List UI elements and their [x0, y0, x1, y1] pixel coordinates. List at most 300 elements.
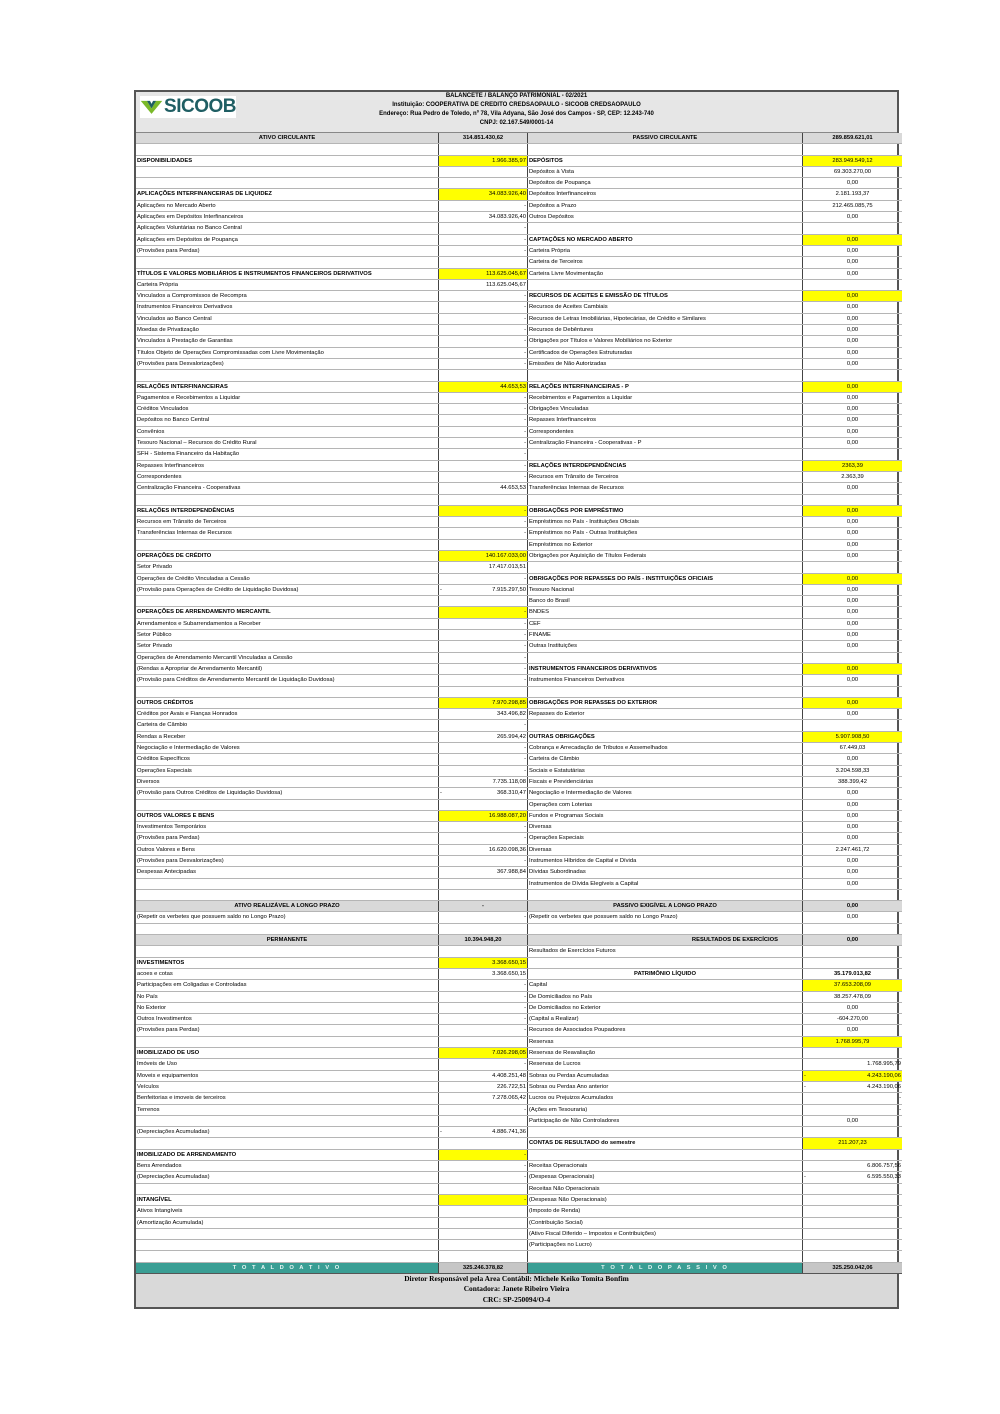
table-row	[136, 471, 902, 482]
asset-value	[439, 889, 528, 900]
liability-label: (Repetir os verbetes que possuem saldo no Longo Prazo)	[528, 912, 803, 923]
table-row	[136, 618, 902, 629]
table-row	[136, 528, 902, 539]
table-row	[136, 404, 902, 415]
asset-value: 44.653,53	[439, 483, 528, 494]
asset-label	[136, 686, 439, 697]
liability-value: 2.247.461,72	[803, 844, 903, 855]
table-row	[136, 347, 902, 358]
asset-value: -	[439, 618, 528, 629]
asset-value	[439, 1240, 528, 1251]
asset-value: -	[439, 460, 528, 471]
asset-label: Vinculados ao Banco Central	[136, 313, 439, 324]
table-row	[136, 1228, 902, 1239]
asset-label: Aplicações em Depósitos Interfinanceiros	[136, 212, 439, 223]
table-row	[136, 178, 902, 189]
asset-label: Carteira Própria	[136, 279, 439, 290]
cell-value: 6.595.550,33	[867, 1174, 901, 1181]
asset-label: Créditos por Avais e Fianças Honrados	[136, 709, 439, 720]
asset-label: (Rendas a Apropriar de Arrendamento Mercantil)	[136, 663, 439, 674]
asset-label: Aplicações no Mercado Aberto	[136, 200, 439, 211]
asset-value: 16.988.087,20	[439, 810, 528, 821]
asset-label: Setor Privado	[136, 641, 439, 652]
liability-value	[803, 1194, 903, 1205]
asset-label: ATIVO REALIZÁVEL A LONGO PRAZO	[136, 901, 439, 912]
asset-label: Bens Arrendados	[136, 1161, 439, 1172]
table-row	[136, 596, 902, 607]
liability-value: 0,00	[803, 313, 903, 324]
liability-value: 0,00	[803, 878, 903, 889]
table-row	[136, 426, 902, 437]
asset-label: Repasses Interfinanceiros	[136, 460, 439, 471]
total-row	[136, 1262, 902, 1273]
table-row	[136, 212, 902, 223]
table-row	[136, 392, 902, 403]
table-row	[136, 1194, 902, 1205]
asset-label: Títulos Objeto de Operações Compromissadas com Livre Movimentação	[136, 347, 439, 358]
liability-label: Recursos de Debêntures	[528, 325, 803, 336]
liability-value: 2.181.193,37	[803, 189, 903, 200]
liability-value: 0,00	[803, 212, 903, 223]
liability-label: (Contribuição Social)	[528, 1217, 803, 1228]
liability-label: BNDES	[528, 607, 803, 618]
liability-label: Sobras ou Perdas Acumuladas	[528, 1070, 803, 1081]
liability-label: Operações com Loterias	[528, 799, 803, 810]
liability-label: Obrigações Vinculadas	[528, 404, 803, 415]
cell-value: 4.243.190,06	[867, 1072, 901, 1079]
liability-value: 3.204.598,33	[803, 765, 903, 776]
asset-label	[136, 166, 439, 177]
table-row	[136, 144, 902, 155]
asset-label	[136, 1183, 439, 1194]
asset-label: OUTROS VALORES E BENS	[136, 810, 439, 821]
liability-label: Carteira de Câmbio	[528, 754, 803, 765]
liability-label: Carteira Livre Movimentação	[528, 268, 803, 279]
asset-value: -	[439, 573, 528, 584]
asset-label: Rendas a Receber	[136, 731, 439, 742]
asset-value: 34.083.926,40	[439, 212, 528, 223]
asset-label: Operações de Arrendamento Mercantil Vinculadas a Cessão	[136, 652, 439, 663]
liability-value	[803, 1217, 903, 1228]
table-row	[136, 200, 902, 211]
asset-label: INTANGÍVEL	[136, 1194, 439, 1205]
asset-value: -	[439, 630, 528, 641]
asset-label: (Provisão para Créditos de Arrendamento Mercantil de Liquidação Duvidosa)	[136, 675, 439, 686]
asset-label: Diversos	[136, 776, 439, 787]
table-row	[136, 686, 902, 697]
liability-label: Operações Especiais	[528, 833, 803, 844]
table-row	[136, 1183, 902, 1194]
liability-label: (Despesas Não Operacionais)	[528, 1194, 803, 1205]
liability-value: 388.399,42	[803, 776, 903, 787]
liability-label	[528, 923, 803, 934]
asset-label: IMOBILIZADO DE ARRENDAMENTO	[136, 1149, 439, 1160]
asset-value: -	[439, 675, 528, 686]
asset-value: -	[439, 438, 528, 449]
asset-label: (Amortização Acumulada)	[136, 1217, 439, 1228]
asset-value: -	[439, 1194, 528, 1205]
liability-value: 283.949.549,12	[803, 155, 903, 166]
asset-value: -	[439, 663, 528, 674]
liability-value: 1.768.995,79	[803, 1036, 903, 1047]
negative-sign: -	[440, 586, 442, 593]
liability-label: Instrumentos Híbridos de Capital e Dívida	[528, 856, 803, 867]
table-row	[136, 562, 902, 573]
liability-value: 289.859.621,01	[803, 133, 903, 144]
asset-label: No Exterior	[136, 1002, 439, 1013]
asset-label: Despesas Antecipadas	[136, 867, 439, 878]
asset-label: Outros Investimentos	[136, 1014, 439, 1025]
asset-label	[136, 878, 439, 889]
table-row	[136, 889, 902, 900]
asset-label: SFH - Sistema Financeiro da Habitação	[136, 449, 439, 460]
liability-label: Centralização Financeira - Cooperativas - P	[528, 438, 803, 449]
liability-value: 0,00	[803, 426, 903, 437]
liability-value: 0,00	[803, 336, 903, 347]
liability-value	[803, 1048, 903, 1059]
table-row	[136, 449, 902, 460]
table-row	[136, 381, 902, 392]
liability-label: Tesouro Nacional	[528, 584, 803, 595]
table-row	[136, 946, 902, 957]
table-row	[136, 1014, 902, 1025]
asset-label: Convênios	[136, 426, 439, 437]
liability-value	[803, 1149, 903, 1160]
asset-value: 44.653,53	[439, 381, 528, 392]
liability-value: 0,00	[803, 415, 903, 426]
liability-label: Resultados de Exercícios Futuros	[528, 946, 803, 957]
liability-value: 37.653.208,09	[803, 980, 903, 991]
asset-value: -	[439, 223, 528, 234]
liability-label	[528, 1251, 803, 1262]
liability-label: CEF	[528, 618, 803, 629]
table-row	[136, 325, 902, 336]
liability-value: 0,00	[803, 291, 903, 302]
asset-value: -	[439, 325, 528, 336]
table-row	[136, 1002, 902, 1013]
liability-label: (Imposto de Renda)	[528, 1206, 803, 1217]
table-row	[136, 336, 902, 347]
table-row	[136, 291, 902, 302]
asset-value	[439, 686, 528, 697]
table-row	[136, 630, 902, 641]
asset-label: OPERAÇÕES DE CRÉDITO	[136, 550, 439, 561]
liability-value	[803, 957, 903, 968]
liability-label: RELAÇÕES INTERFINANCEIRAS - P	[528, 381, 803, 392]
asset-value: -	[439, 1161, 528, 1172]
table-row	[136, 968, 902, 979]
liability-label: (Ativo Fiscal Diferido – Impostos e Contribuições)	[528, 1228, 803, 1239]
asset-value	[439, 878, 528, 889]
liability-label	[528, 494, 803, 505]
asset-label: Imóveis de Uso	[136, 1059, 439, 1070]
liability-value: 0,00	[803, 641, 903, 652]
accountant-line: Contadora: Janete Ribeiro Vieira	[463, 1284, 570, 1294]
asset-value	[439, 788, 528, 799]
table-row	[136, 788, 902, 799]
asset-label: Veículos	[136, 1081, 439, 1092]
asset-label: Créditos Específicos	[136, 754, 439, 765]
liability-value	[803, 1172, 903, 1183]
asset-label: RELAÇÕES INTERDEPENDÊNCIAS	[136, 505, 439, 516]
asset-label: (Repetir os verbetes que possuem saldo no Longo Prazo)	[136, 912, 439, 923]
liability-value: 0,00	[803, 799, 903, 810]
asset-label: OUTROS CRÉDITOS	[136, 697, 439, 708]
liability-label: Obrigações por Aquisição de Títulos Federais	[528, 550, 803, 561]
negative-sign: -	[804, 1174, 806, 1181]
asset-value: -	[439, 720, 528, 731]
liability-label: Outros Depósitos	[528, 212, 803, 223]
table-row	[136, 1138, 902, 1149]
table-row	[136, 991, 902, 1002]
asset-value: -	[439, 912, 528, 923]
table-row	[136, 1161, 902, 1172]
asset-value	[439, 923, 528, 934]
asset-value: -	[439, 980, 528, 991]
table-row	[136, 754, 902, 765]
asset-label: Outros Valores e Bens	[136, 844, 439, 855]
liability-label: (Capital a Realizar)	[528, 1014, 803, 1025]
table-row	[136, 155, 902, 166]
asset-value: 7.026.298,05	[439, 1048, 528, 1059]
table-row	[136, 234, 902, 245]
asset-label: RELAÇÕES INTERFINANCEIRAS	[136, 381, 439, 392]
liability-value: 0,00	[803, 268, 903, 279]
table-row	[136, 358, 902, 369]
liability-value: 0,00	[803, 404, 903, 415]
asset-value: -	[439, 1025, 528, 1036]
liability-label: Fiscais e Previdenciárias	[528, 776, 803, 787]
liability-label: Certificados de Operações Estruturadas	[528, 347, 803, 358]
table-row	[136, 257, 902, 268]
asset-label: Benfeitorias e imoveis de terceiros	[136, 1093, 439, 1104]
liability-value	[803, 562, 903, 573]
section-header-row	[136, 901, 902, 912]
asset-value	[439, 494, 528, 505]
asset-value: -	[439, 1104, 528, 1115]
asset-value: -	[439, 449, 528, 460]
asset-label	[136, 923, 439, 934]
asset-label: T O T A L D O A T I V O	[136, 1262, 439, 1273]
table-row	[136, 1251, 902, 1262]
asset-value: -	[439, 313, 528, 324]
table-row	[136, 1206, 902, 1217]
table-row	[136, 720, 902, 731]
asset-label: (Provisões para Desvalorizações)	[136, 856, 439, 867]
asset-label	[136, 1115, 439, 1126]
liability-value: 0,00	[803, 302, 903, 313]
liability-label: Negociação e Intermediação de Valores	[528, 788, 803, 799]
asset-label: Aplicações em Depósitos de Poupança	[136, 234, 439, 245]
liability-value: -	[803, 1104, 903, 1115]
asset-label: (Depreciações Acumuladas)	[136, 1172, 439, 1183]
liability-value: 2.363,39	[803, 471, 903, 482]
logo-text: SICOOB	[164, 96, 236, 117]
liability-label	[528, 223, 803, 234]
asset-label: (Depreciações Acumuladas)	[136, 1127, 439, 1138]
balance-sheet	[134, 90, 899, 1309]
asset-value: 4.408.251,48	[439, 1070, 528, 1081]
liability-label: Participação de Não Controladores	[528, 1115, 803, 1126]
table-row	[136, 1081, 902, 1092]
asset-label	[136, 889, 439, 900]
liability-label: Depósitos a Prazo	[528, 200, 803, 211]
liability-value: 0,00	[803, 709, 903, 720]
liability-label: Receitas Não Operacionais	[528, 1183, 803, 1194]
table-row	[136, 438, 902, 449]
liability-value	[803, 686, 903, 697]
asset-value: -	[439, 856, 528, 867]
liability-label: Lucros ou Prejuizos Acumulados	[528, 1093, 803, 1104]
table-row	[136, 313, 902, 324]
institution-line: Instituição: COOPERATIVA DE CREDITO CREDSAOPAULO - SICOOB CREDSAOPAULO	[392, 102, 641, 108]
asset-value: 226.722,51	[439, 1081, 528, 1092]
liability-value	[803, 370, 903, 381]
liability-label: Recursos de Associados Poupadores	[528, 1025, 803, 1036]
liability-label: Repasses Interfinanceiros	[528, 415, 803, 426]
liability-value: 0,00	[803, 528, 903, 539]
asset-label: (Provisões para Perdas)	[136, 1025, 439, 1036]
asset-label: (Provisões para Desvalorizações)	[136, 358, 439, 369]
asset-value: -	[439, 358, 528, 369]
asset-value: -	[439, 1014, 528, 1025]
table-row	[136, 652, 902, 663]
table-row	[136, 370, 902, 381]
liability-value	[803, 1240, 903, 1251]
liability-label: PATRIMÔNIO LÍQUIDO	[528, 968, 803, 979]
liability-value: 0,00	[803, 381, 903, 392]
asset-value: -	[439, 743, 528, 754]
asset-value: -	[439, 991, 528, 1002]
asset-value: 17.417.013,51	[439, 562, 528, 573]
liability-value: 0,00	[803, 856, 903, 867]
liability-value: 0,00	[803, 630, 903, 641]
asset-label	[136, 1228, 439, 1239]
asset-label: Arrendamentos e Subarrendamentos a Receber	[136, 618, 439, 629]
liability-value: 5.907.908,50	[803, 731, 903, 742]
table-row	[136, 1025, 902, 1036]
liability-label: INSTRUMENTOS FINANCEIROS DERIVATIVOS	[528, 663, 803, 674]
liability-value: 0,00	[803, 257, 903, 268]
asset-label	[136, 494, 439, 505]
asset-value: -	[439, 607, 528, 618]
asset-value: -	[439, 822, 528, 833]
table-row	[136, 856, 902, 867]
liability-value: 0,00	[803, 675, 903, 686]
liability-label	[528, 1149, 803, 1160]
asset-label: (Provisão para Operações de Crédito de Liquidação Duvidosa)	[136, 584, 439, 595]
address-line: Endereço: Rua Pedro de Toledo, nº 78, Vila Adyana, São José dos Campos - SP, CEP: 12.243-740	[379, 111, 654, 117]
liability-value	[803, 1081, 903, 1092]
table-row	[136, 709, 902, 720]
liability-label: Depósitos Interfinanceiros	[528, 189, 803, 200]
liability-value: 0,00	[803, 438, 903, 449]
cell-value: 4.886.741,36	[492, 1129, 526, 1136]
liability-value: 212.465.085,75	[803, 200, 903, 211]
liability-value	[803, 652, 903, 663]
asset-label: Depósitos no Banco Central	[136, 415, 439, 426]
liability-label: (Participações no Lucro)	[528, 1240, 803, 1251]
negative-sign: -	[804, 1083, 806, 1090]
liability-value: 0,00	[803, 607, 903, 618]
asset-value	[439, 1115, 528, 1126]
liability-value: 0,00	[803, 788, 903, 799]
liability-label	[528, 1127, 803, 1138]
asset-label: Créditos Vinculados	[136, 404, 439, 415]
liability-value: 0,00	[803, 663, 903, 674]
asset-value: 325.246.378,82	[439, 1262, 528, 1273]
liability-value: 35.179.013,82	[803, 968, 903, 979]
asset-label	[136, 1036, 439, 1047]
table-row	[136, 483, 902, 494]
liability-label: CAPTAÇÕES NO MERCADO ABERTO	[528, 234, 803, 245]
liability-label	[528, 720, 803, 731]
asset-label: Ativos Intangíveis	[136, 1206, 439, 1217]
liability-label: Diversas	[528, 844, 803, 855]
negative-sign: -	[804, 1072, 806, 1079]
liability-value: 1.768.995,79	[803, 1059, 903, 1070]
negative-sign: -	[440, 1129, 442, 1136]
asset-value	[439, 799, 528, 810]
asset-value: -	[439, 336, 528, 347]
negative-sign: -	[440, 790, 442, 797]
asset-value	[439, 596, 528, 607]
liability-value	[803, 1251, 903, 1262]
liability-value: 2363,39	[803, 460, 903, 471]
asset-value: -	[439, 347, 528, 358]
asset-label	[136, 370, 439, 381]
table-row	[136, 1048, 902, 1059]
table-row	[136, 279, 902, 290]
table-row	[136, 539, 902, 550]
asset-label: INVESTIMENTOS	[136, 957, 439, 968]
asset-value: 3.368.650,15	[439, 968, 528, 979]
asset-value	[439, 1127, 528, 1138]
report-header	[136, 92, 897, 133]
liability-label	[528, 370, 803, 381]
asset-value: 7.970.298,85	[439, 697, 528, 708]
liability-label: OUTRAS OBRIGAÇÕES	[528, 731, 803, 742]
asset-label	[136, 946, 439, 957]
table-row	[136, 415, 902, 426]
asset-value	[439, 178, 528, 189]
asset-label: Pagamentos e Recebimentos a Liquidar	[136, 392, 439, 403]
table-row	[136, 833, 902, 844]
asset-label: TÍTULOS E VALORES MOBILIÁRIOS E INSTRUMENTOS FINANCEIROS DERIVATIVOS	[136, 268, 439, 279]
asset-label: No País	[136, 991, 439, 1002]
asset-label	[136, 1251, 439, 1262]
liability-label: RELAÇÕES INTERDEPENDÊNCIAS	[528, 460, 803, 471]
asset-label: ATIVO CIRCULANTE	[136, 133, 439, 144]
asset-label: (Provisões para Perdas)	[136, 245, 439, 256]
liability-value: 0,00	[803, 483, 903, 494]
asset-value: 140.167.033,00	[439, 550, 528, 561]
asset-value: -	[439, 765, 528, 776]
liability-value: 69.303.270,00	[803, 166, 903, 177]
liability-label: Obrigações por Títulos e Valores Mobiliários no Exterior	[528, 336, 803, 347]
liability-label: Empréstimos no País - Instituições Oficiais	[528, 517, 803, 528]
section-header-row	[136, 133, 902, 144]
liability-label: OBRIGAÇÕES POR REPASSES DO PAÍS - INSTITUIÇÕES OFICIAIS	[528, 573, 803, 584]
liability-label: (Despesas Operacionais)	[528, 1172, 803, 1183]
liability-value: 0,00	[803, 392, 903, 403]
asset-value: 265.994,42	[439, 731, 528, 742]
liability-value	[803, 720, 903, 731]
table-row	[136, 1240, 902, 1251]
asset-value: -	[439, 302, 528, 313]
liability-label: Outras Instituições	[528, 641, 803, 652]
asset-value: -	[439, 415, 528, 426]
